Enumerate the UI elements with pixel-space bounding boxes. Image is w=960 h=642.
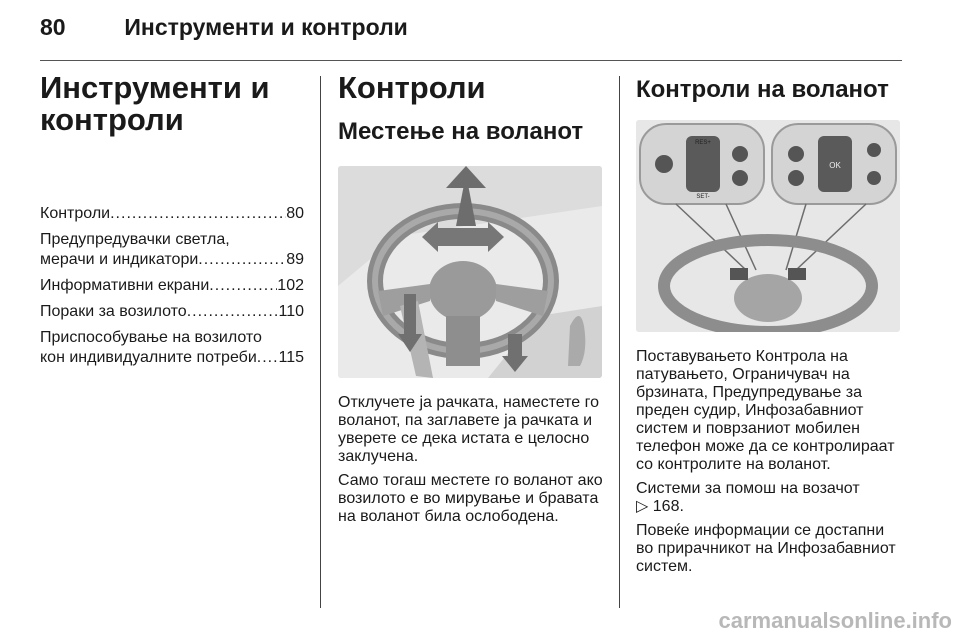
toc-title: Информативни екрани [40,277,210,294]
steering-adjustment-illustration [338,166,602,378]
table-of-contents [40,204,304,368]
ok-label: OK [829,161,841,170]
res-label: RES+ [695,140,711,146]
page-number: 80 [40,14,66,40]
watermark: carmanualsonline.info [718,608,952,633]
toc-page: 89 [286,251,304,268]
toc-title: кон индивидуалните потреби [40,349,257,366]
toc-title: Контроли [40,205,111,222]
description-paragraph-3: Повеќе информации се достапни во прирачникот на Инфозабавниот систем. [636,522,896,575]
section-heading-steering-controls: Контроли на воланот [636,76,889,103]
column-divider-2 [619,76,620,608]
description-paragraph-1: Поставувањето Контрола на патувањето, Ограничувач на брзината, Предупредување за преден судир, Инфозабавниот систем и поврзаниот мобилен телефон може да се контролираат со контролите на воланот. [636,348,895,473]
toc-title: Пораки за возилото [40,303,187,320]
column-divider-1 [320,76,321,608]
page-ref-arrow-icon: ▷ [636,498,649,515]
steering-wheel-controls-illustration [636,120,900,332]
toc-entry-vehicle-messages[interactable] [40,302,304,322]
chapter-heading-line1: Инструменти и [40,70,270,105]
subsection-heading: Местење на воланот [338,118,584,145]
page-header [40,14,408,41]
assist-systems-text: Системи за помош на возачот [636,480,860,497]
section-heading: Контроли [338,70,486,105]
instruction-paragraph-1: Отклучете ја рачката, наместете го воланот, па заглавете ја рачката и уверете се дека истата е целосно заклучена. [338,394,600,465]
toc-title-line1: Приспособување на возилото [40,329,262,346]
toc-column [40,72,304,374]
toc-entry-warning-lights[interactable] [40,230,304,270]
description-paragraph-2 [636,480,904,516]
set-label: SET- [696,194,710,200]
toc-entry-controls[interactable] [40,204,304,224]
toc-entry-info-displays[interactable] [40,276,304,296]
toc-page: 110 [278,303,304,320]
controls-column [338,72,604,532]
chapter-heading [40,72,304,136]
steering-controls-column [636,72,904,582]
toc-title-line1: Предупредувачки светла, [40,231,230,248]
toc-page: 115 [278,349,304,366]
toc-page: 80 [286,205,304,222]
header-rule [40,60,902,61]
toc-page: 102 [277,277,304,294]
instruction-paragraph-2: Само тогаш местете го воланот ако возилото е во мирување и бравата на воланот била ослободена. [338,472,603,525]
toc-entry-personalization[interactable] [40,328,304,368]
toc-title: мерачи и индикатори [40,251,199,268]
page-reference[interactable]: 168. [652,498,684,515]
chapter-heading-line2: контроли [40,102,184,137]
chapter-title: Инструменти и контроли [124,14,408,40]
